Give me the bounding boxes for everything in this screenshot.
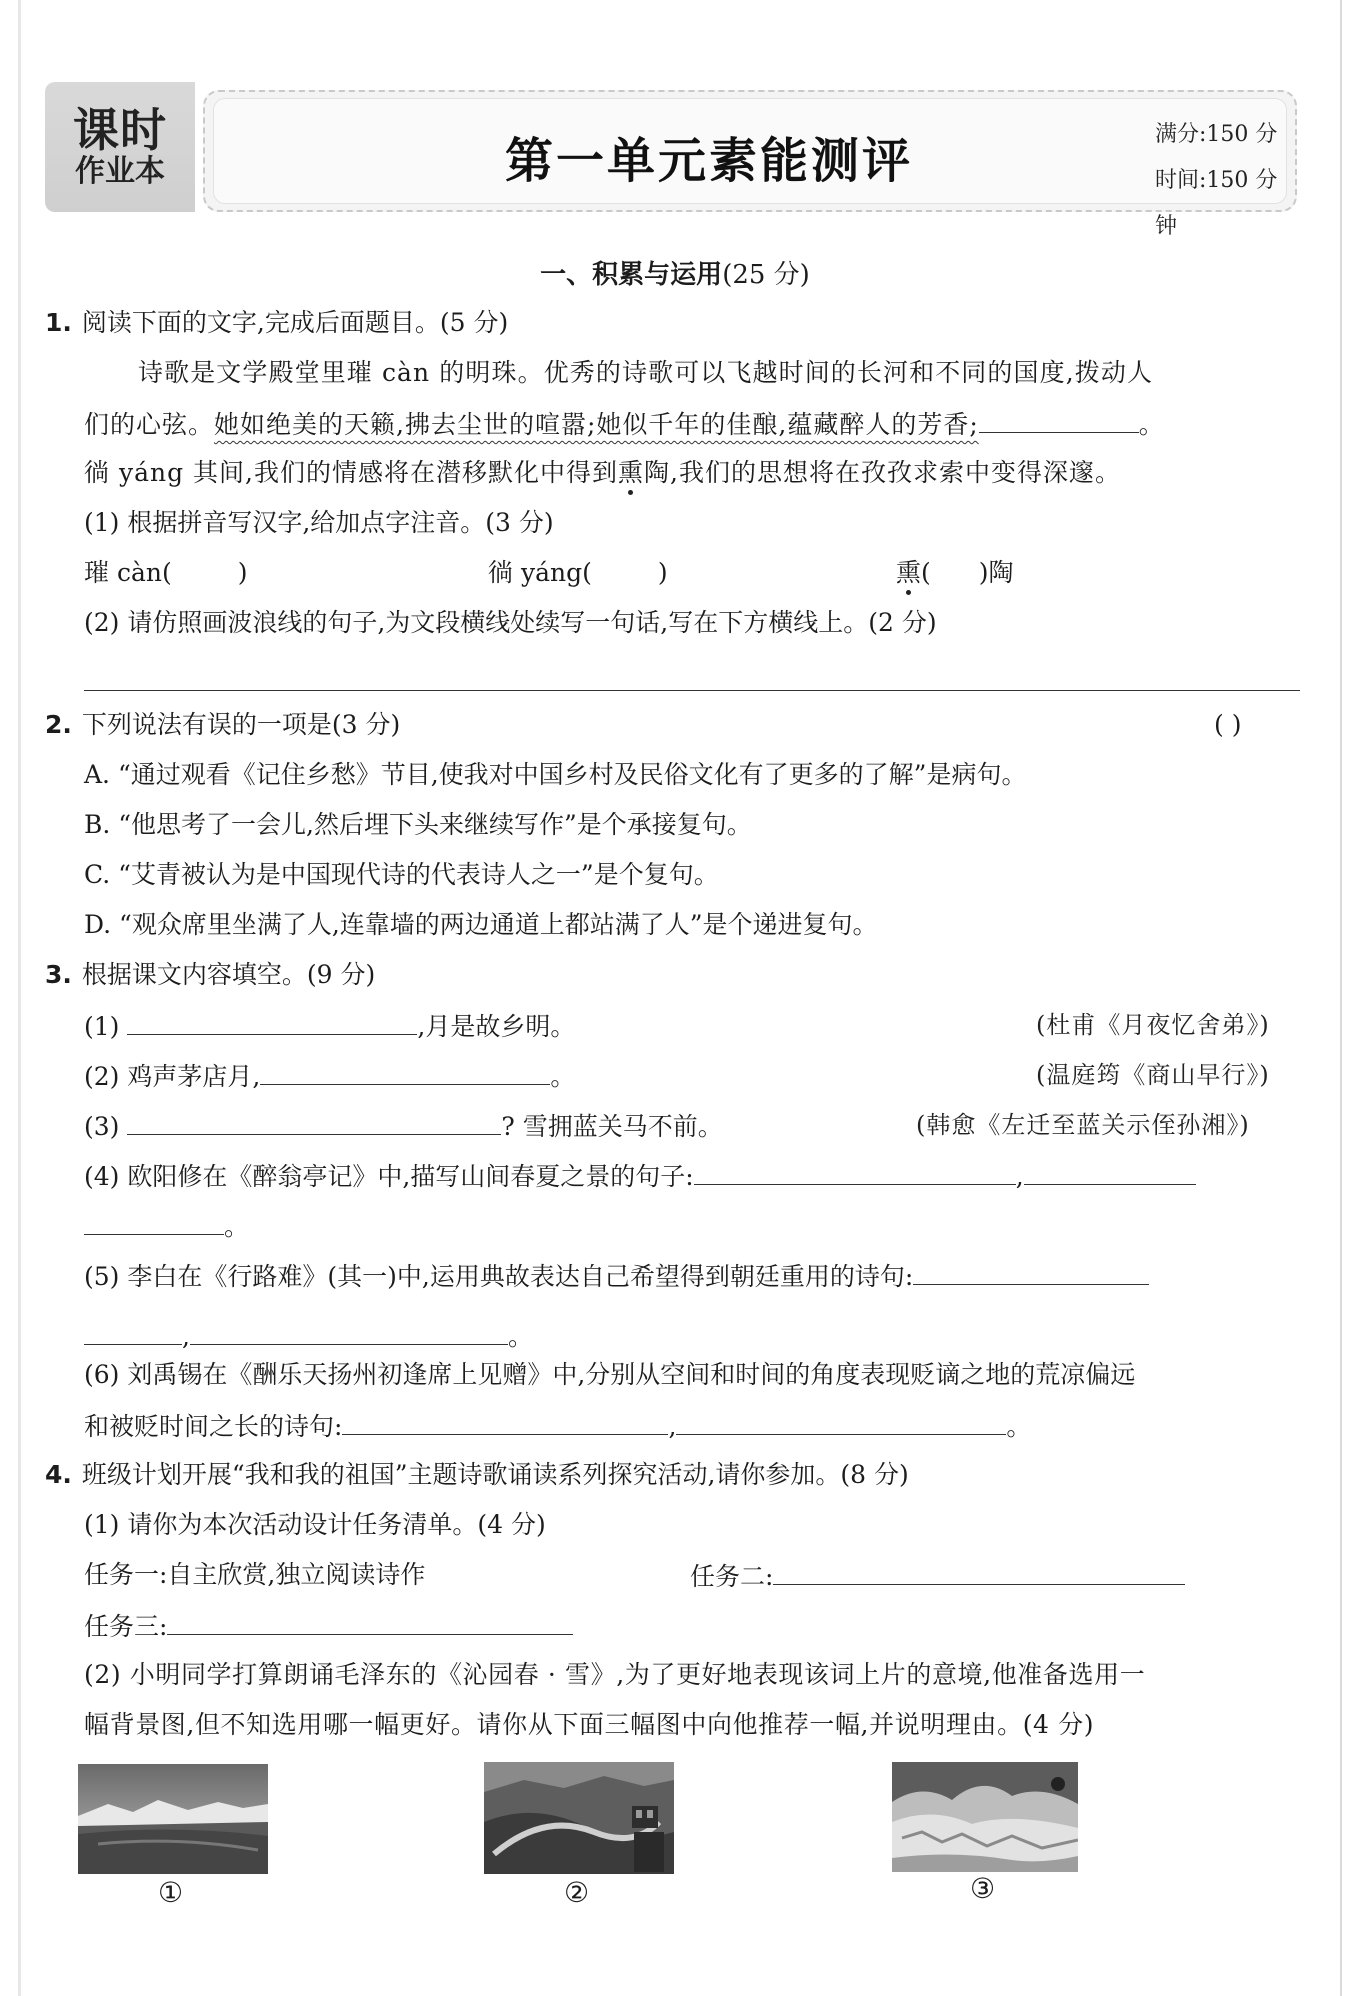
landscape-picture-1[interactable]	[78, 1764, 268, 1874]
snowy-mountain-picture-3[interactable]	[892, 1762, 1078, 1872]
poem-source: (韩愈《左迁至蓝关示侄孙湘》)	[916, 1111, 1250, 1139]
question-4-prompt: 4. 班级计划开展“我和我的祖国”主题诗歌诵读系列探究活动,请你参加。(8 分)	[45, 1460, 909, 1489]
dotted-char: 熏	[896, 558, 922, 587]
task-one: 任务一:自主欣赏,独立阅读诗作	[84, 1560, 426, 1589]
sub-question: (2) 小明同学打算朗诵毛泽东的《沁园春 · 雪》,为了更好地表现该词上片的意境,他准备选用一	[84, 1660, 1146, 1689]
task-three: 任务三:	[84, 1608, 573, 1644]
fill-item-cont: 。	[84, 1208, 249, 1244]
picture-label: ②	[564, 1876, 590, 1909]
fill-item: (2) 鸡声茅店月, 。	[84, 1058, 575, 1094]
header	[45, 82, 1295, 239]
logo-main-text: 课时	[73, 103, 167, 157]
sub-question: (2) 请仿照画波浪线的句子,为文段横线处续写一句话,写在下方横线上。(2 分)	[84, 608, 937, 637]
fill-item: (3) ? 雪拥蓝关马不前。	[84, 1108, 723, 1144]
fill-blank[interactable]	[260, 1058, 550, 1085]
wavy-sentence: 她如绝美的天籁,拂去尘世的喧嚣;她似千年的佳酿,蕴藏醉人的芳香;	[214, 410, 979, 439]
dotted-char: 熏	[617, 458, 644, 487]
fill-blank[interactable]	[84, 1208, 224, 1235]
full-score: 满分:150 分	[1155, 122, 1278, 147]
title-box	[203, 90, 1297, 239]
option-b: B. “他思考了一会儿,然后埋下头来继续写作”是个承接复句。	[84, 810, 752, 839]
fill-blank[interactable]	[676, 1408, 1006, 1435]
fill-blank[interactable]	[190, 1318, 508, 1345]
page-title: 第一单元素能测评	[505, 133, 914, 189]
sub-question: 幅背景图,但不知选用哪一幅更好。请你从下面三幅图中向他推荐一幅,并说明理由。(4 分)	[84, 1710, 1095, 1739]
fill-blank[interactable]	[127, 1008, 417, 1035]
fill-blank[interactable]	[127, 1108, 501, 1135]
picture-label: ①	[158, 1876, 184, 1909]
answer-item: 徜 yáng( )	[488, 558, 668, 587]
fill-blank[interactable]	[1024, 1158, 1196, 1185]
passage-line: 徜 yáng 其间,我们的情感将在潜移默化中得到熏陶,我们的思想将在孜孜求索中变得深邃。	[84, 458, 1121, 487]
logo	[45, 82, 195, 212]
answer-bracket[interactable]: ( )	[1214, 710, 1242, 739]
time-limit: 时间:150 分钟	[1155, 168, 1278, 239]
fill-blank[interactable]	[342, 1408, 668, 1435]
fill-blank[interactable]	[913, 1258, 1149, 1285]
picture-label: ③	[970, 1872, 996, 1905]
fill-item: (6) 刘禹锡在《酬乐天扬州初逢席上见赠》中,分别从空间和时间的角度表现贬谪之地的荒凉偏远	[84, 1360, 1136, 1389]
exam-meta	[1155, 112, 1295, 250]
fill-blank[interactable]	[84, 1318, 182, 1345]
section-title: 一、积累与运用(25 分)	[540, 260, 810, 290]
option-a: A. “通过观看《记住乡愁》节目,使我对中国乡村及民俗文化有了更多的了解”是病句。	[84, 760, 1027, 789]
poem-source: (温庭筠《商山早行》)	[1036, 1061, 1270, 1089]
great-wall-picture-2[interactable]	[484, 1762, 674, 1874]
fill-item: (1) ,月是故乡明。	[84, 1008, 575, 1044]
fill-item: (5) 李白在《行路难》(其一)中,运用典故表达自己希望得到朝廷重用的诗句:	[84, 1258, 1149, 1294]
fill-item-cont: 和被贬时间之长的诗句: , 。	[84, 1408, 1031, 1444]
answer-line[interactable]	[84, 690, 1300, 691]
option-d: D. “观众席里坐满了人,连靠墙的两边通道上都站满了人”是个递进复句。	[84, 910, 878, 939]
fill-item-cont: , 。	[84, 1318, 533, 1354]
sub-question: (1) 根据拼音写汉字,给加点字注音。(3 分)	[84, 508, 554, 537]
fill-item: (4) 欧阳修在《醉翁亭记》中,描写山间春夏之景的句子: ,	[84, 1158, 1196, 1194]
question-2-prompt: 2. 下列说法有误的一项是(3 分)	[45, 710, 401, 739]
fill-blank[interactable]	[979, 406, 1139, 433]
answer-item: 熏( )陶	[896, 558, 1014, 587]
sub-question: (1) 请你为本次活动设计任务清单。(4 分)	[84, 1510, 546, 1539]
fill-blank[interactable]	[167, 1608, 573, 1635]
option-c: C. “艾青被认为是中国现代诗的代表诗人之一”是个复句。	[84, 860, 719, 889]
question-3-prompt: 3. 根据课文内容填空。(9 分)	[45, 960, 376, 989]
fill-blank[interactable]	[694, 1158, 1016, 1185]
question-1-prompt: 1. 阅读下面的文字,完成后面题目。(5 分)	[45, 308, 509, 337]
poem-source: (杜甫《月夜忆舍弟》)	[1036, 1011, 1270, 1039]
page-edge	[1340, 0, 1342, 1996]
passage-line: 诗歌是文学殿堂里璀 càn 的明珠。优秀的诗歌可以飞越时间的长河和不同的国度,拨动人	[138, 358, 1154, 387]
passage-line: 们的心弦。她如绝美的天籁,拂去尘世的喧嚣;她似千年的佳酿,蕴藏醉人的芳香; 。	[84, 406, 1165, 442]
fill-blank[interactable]	[773, 1558, 1185, 1585]
task-two: 任务二:	[690, 1558, 1185, 1594]
answer-item: 璀 càn( )	[84, 558, 248, 587]
page-edge	[18, 0, 21, 1996]
logo-sub-text: 作业本	[75, 154, 165, 189]
